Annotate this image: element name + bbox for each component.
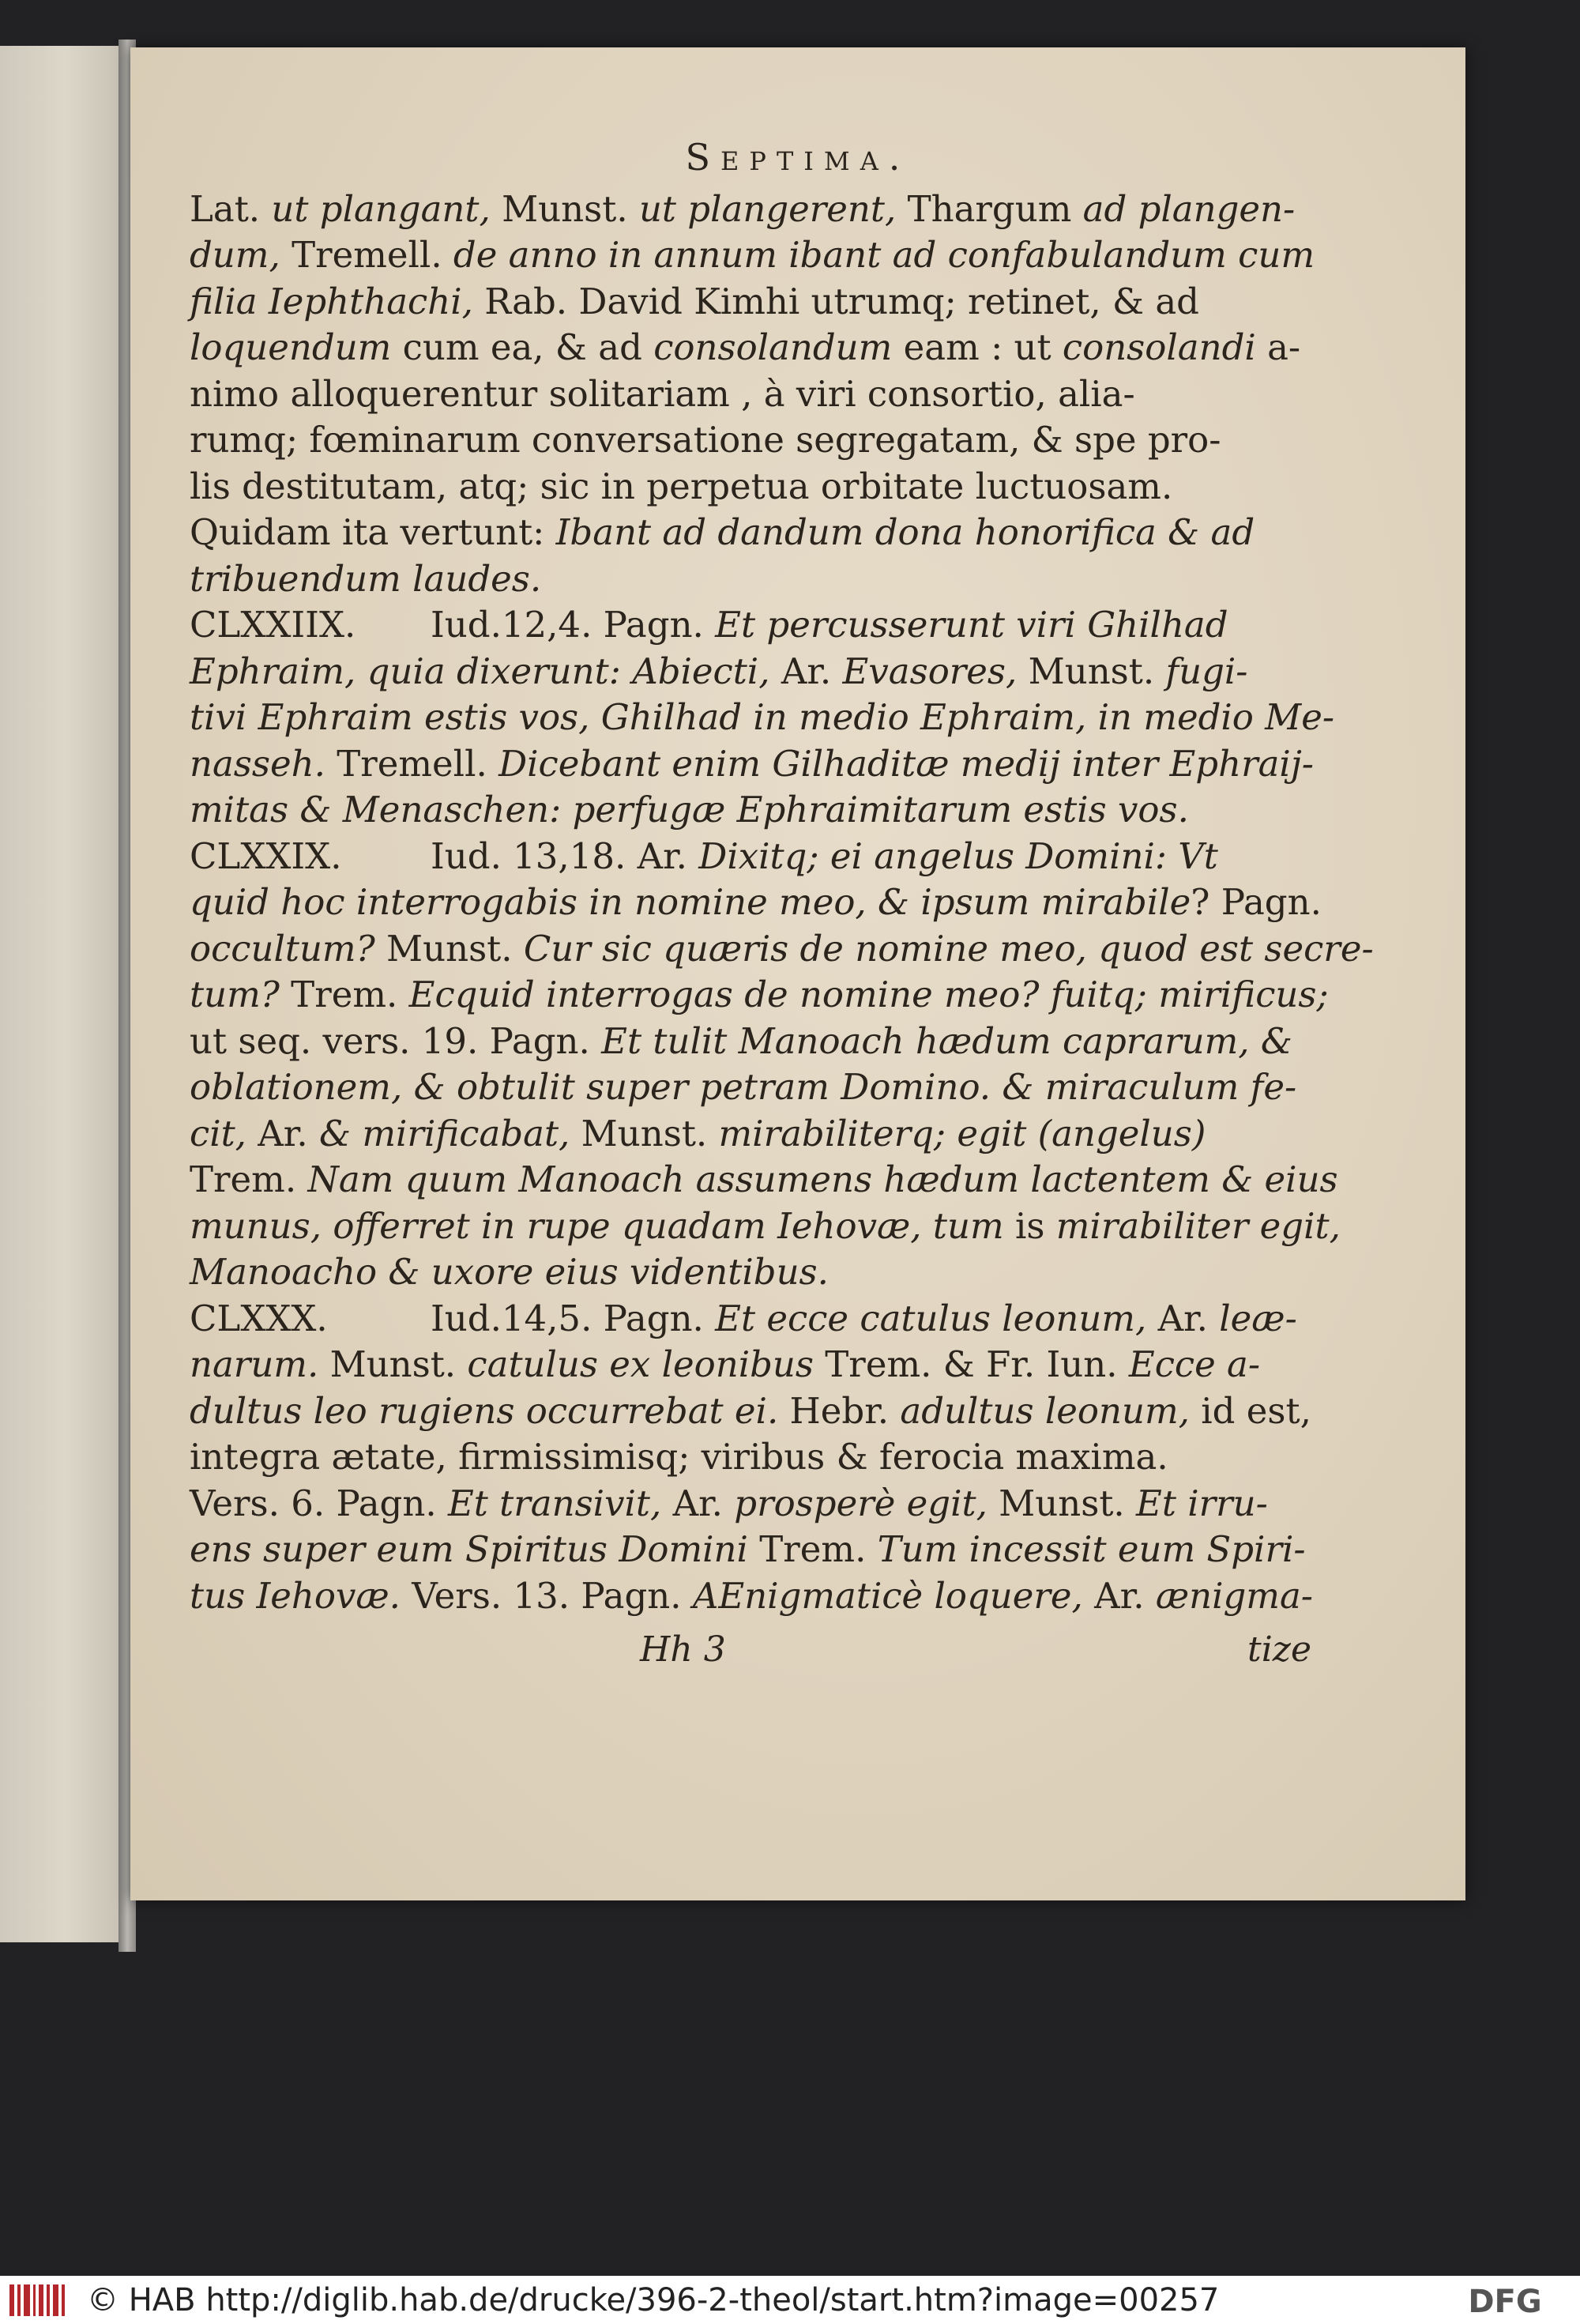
italic-text: filia Iephthachi, [190,280,473,322]
roman-text: is [1003,1204,1056,1247]
text-line [190,695,1335,741]
italic-text: tribuendum laudes. [190,557,542,600]
italic-text: tus Iehovæ. [190,1574,401,1617]
text-line [190,1527,1311,1573]
source-url-text: © HAB http://diglib.hab.de/drucke/396-2-theol/start.htm?image=00257 [87,2281,1220,2318]
italic-text: ens super eum Spiritus Domini [190,1528,748,1571]
italic-text: prosperè egit, [734,1482,988,1524]
italic-text: ut plangant, [271,187,491,230]
italic-text: dum, [190,234,280,277]
roman-text: Rab. David Kimhi utrumq; retinet, & ad [472,280,1199,322]
text-line [190,1203,1341,1250]
text-line [190,1249,1311,1296]
text-line [190,371,1311,418]
roman-text: Munst. [987,1482,1137,1524]
entry-number: CLXXIX. [190,834,342,877]
italic-text: cit, [190,1112,246,1154]
italic-text: leæ- [1219,1297,1297,1339]
page-footer [190,1627,1311,1682]
italic-text: munus, offerret in rupe quadam Iehovæ, tum [190,1204,1004,1247]
italic-text: Et irru- [1136,1482,1268,1524]
roman-text: Trem. [747,1528,878,1571]
text-line [190,556,1311,603]
roman-text: cum ea, & ad [391,326,654,369]
italic-text: Evasores, [842,650,1018,692]
roman-text: Thargum [896,187,1083,230]
italic-text: mirabiliter egit, [1055,1204,1341,1247]
roman-text: Iud.12,4. Pagn. [431,604,716,646]
roman-text: Trem. & Fr. Iun. [813,1343,1129,1386]
italic-text: quid hoc interrogabis in nomine meo, & ipsum mirabile [190,881,1191,924]
roman-text: Ar. [1146,1297,1220,1339]
text-line [190,1342,1311,1388]
text-body [190,186,1374,1620]
text-line [190,602,1311,649]
signature-mark: Hh 3 [640,1629,726,1670]
italic-text: Cur sic quæris de nomine meo, quod est secre- [523,927,1374,970]
text-line [190,279,1311,326]
italic-text: Ecce a- [1128,1343,1261,1386]
roman-text: Munst. [374,927,524,970]
italic-text: consolandi [1062,326,1256,369]
entry-number: CLXXX. [190,1297,328,1339]
italic-text: dultus leo rugiens occurrebat ei. [190,1389,779,1432]
text-line [190,1296,1311,1343]
text-line [190,1481,1311,1527]
roman-text: rumq; fœminarum conversatione segregatam, & spe pro- [190,419,1221,461]
italic-text: ut plangerent, [638,187,897,230]
text-line [190,649,1311,695]
text-line [190,1573,1314,1620]
roman-text: ? Pagn. [1191,881,1322,924]
roman-text: Vers. 13. Pagn. [400,1574,693,1617]
italic-text: fugi- [1165,650,1248,692]
italic-text: mitas & Menaschen: perfugæ Ephraimitarum estis vos. [190,789,1189,831]
italic-text: narum. [190,1343,319,1386]
roman-text: Vers. 6. Pagn. [190,1482,448,1524]
italic-text: Tum incessit eum Spiri- [877,1528,1306,1571]
roman-text: Quidam ita vertunt: [190,511,556,554]
italic-text: adultus leonum, [900,1389,1190,1432]
italic-text: tum? [190,974,280,1016]
text-line [190,510,1311,556]
italic-text: nasseh. [190,742,325,785]
roman-text: Munst. [1017,650,1166,692]
roman-text: Trem. [279,974,409,1016]
italic-text: mirabiliterq; egit (angelus) [718,1112,1206,1154]
roman-text: Iud. 13,18. Ar. [431,834,699,877]
roman-text: Munst. [318,1343,468,1386]
entry-number: CLXXIIX. [190,604,356,646]
previous-page-edge [0,46,118,1942]
italic-text: Dicebant enim Gilhaditæ medij inter Ephraij- [498,742,1314,785]
hab-barcode-logo-icon [8,2281,71,2319]
italic-text: Nam quum Manoach assumens hædum lactentem & eius [307,1158,1338,1201]
italic-text: ænigma- [1155,1574,1314,1617]
italic-text: Dixitq; ei angelus Domini: Vt [698,834,1218,877]
italic-text: Manoacho & uxore eius videntibus. [190,1251,829,1294]
text-line [190,186,1311,233]
italic-text: tivi Ephraim estis vos, Ghilhad in medio Ephraim, in medio Me- [190,696,1335,739]
italic-text: loquendum [190,326,392,369]
text-line [190,741,1314,788]
italic-text: Et percusserunt viri Ghilhad [715,604,1228,646]
roman-text: a- [1255,326,1301,369]
roman-text: Lat. [190,187,272,230]
text-line [190,417,1311,464]
roman-text: Munst. [490,187,639,230]
roman-text: Iud.14,5. Pagn. [431,1297,716,1339]
text-line [190,880,1322,926]
italic-text: catulus ex leonibus [467,1343,814,1386]
italic-text: occultum? [190,927,375,970]
page-content [190,134,1374,1682]
italic-text: ad plangen- [1082,187,1296,230]
italic-text: Et tulit Manoach hædum caprarum, & [601,1019,1292,1062]
roman-text: ut seq. vers. 19. Pagn. [190,1019,602,1062]
dfg-logo-icon [1446,2282,1564,2318]
text-line [190,787,1311,834]
text-line [190,1434,1311,1481]
text-line [190,926,1374,973]
text-line [190,232,1315,279]
roman-text: lis destitutam, atq; sic in perpetua orbitate luctuosam. [190,465,1173,507]
text-line [190,325,1311,371]
roman-text: integra ætate, firmissimisq; viribus & ferocia maxima. [190,1436,1168,1478]
text-line [190,1064,1311,1111]
italic-text: Et transivit, [447,1482,662,1524]
text-line [190,834,1311,880]
italic-text: & mirificabat, [318,1112,570,1154]
italic-text: Ecquid interrogas de nomine meo? fuitq; mirificus; [408,974,1329,1016]
roman-text: nimo alloquerentur solitariam , à viri consortio, alia- [190,372,1135,415]
roman-text: Trem. [190,1158,308,1201]
italic-text: Ephraim, quia dixerunt: Abiecti, [190,650,770,692]
watermark-bar [0,2276,1580,2324]
book-page [130,47,1465,1900]
roman-text: Munst. [570,1112,719,1154]
roman-text: Tremell. [280,234,453,277]
text-line [190,1019,1311,1065]
roman-text: Hebr. [778,1389,901,1432]
roman-text: Ar. [1082,1574,1156,1617]
italic-text: Et ecce catulus leonum, [715,1297,1147,1339]
catchword: tize [1247,1629,1311,1670]
italic-text: de anno in annum ibant ad confabulandum cum [453,234,1315,277]
italic-text: consolandum [653,326,893,369]
running-head: Septima. [685,136,911,179]
text-line [190,972,1329,1019]
text-line [190,1111,1311,1158]
italic-text: AEnigmaticè loquere, [692,1574,1083,1617]
roman-text: Tremell. [325,742,499,785]
text-line [190,1157,1338,1203]
roman-text: Ar. [769,650,843,692]
roman-text: Ar. [661,1482,735,1524]
text-line [190,464,1311,510]
svg-text:DFG: DFG [1468,2283,1542,2318]
italic-text: oblationem, & obtulit super petram Domino. & miraculum fe- [190,1066,1297,1109]
roman-text: id est, [1189,1389,1311,1432]
roman-text: Ar. [246,1112,319,1154]
italic-text: Ibant ad dandum dona honorifica & ad [555,511,1255,554]
roman-text: eam : ut [892,326,1063,369]
text-line [190,1388,1311,1435]
